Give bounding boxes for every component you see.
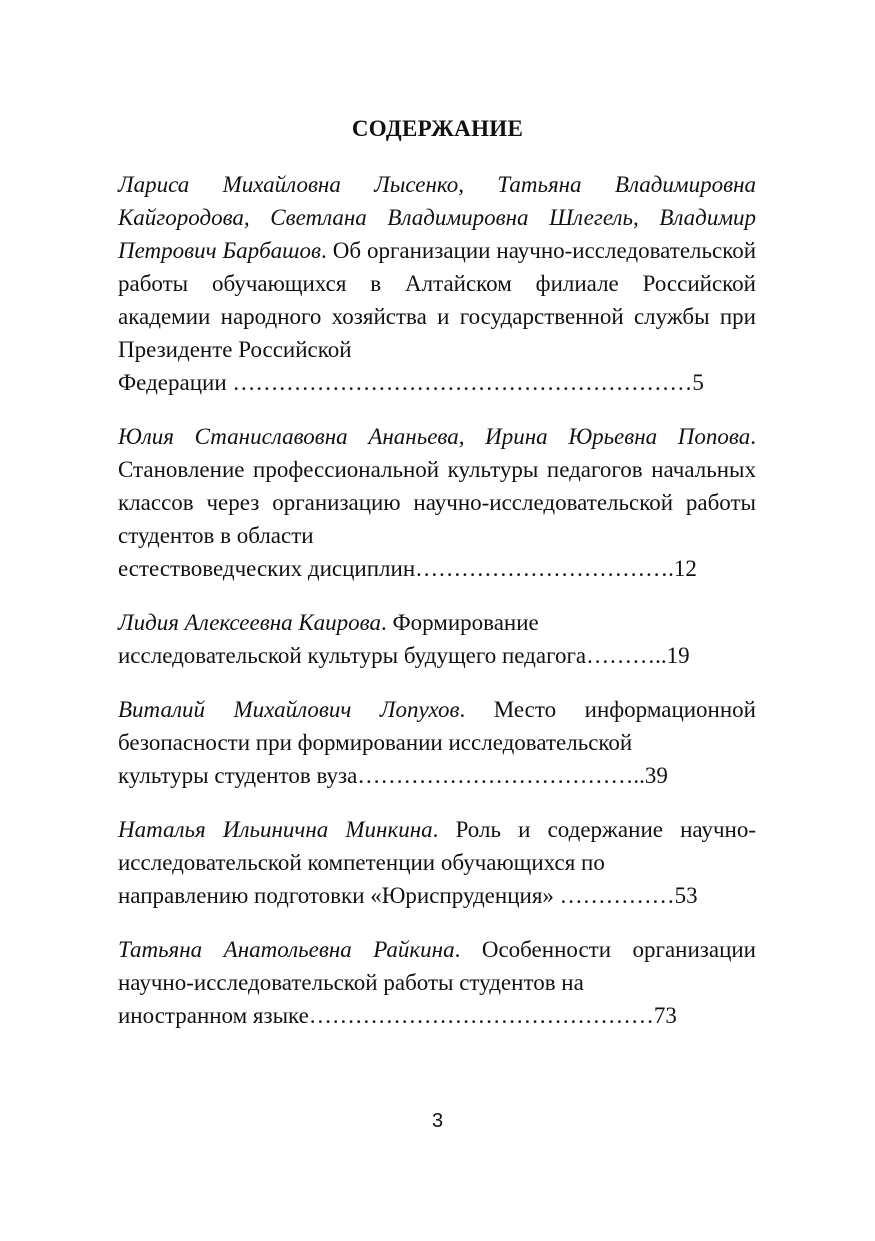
toc-entry: Лариса Михайловна Лысенко, Татьяна Владимировна Кайгородова, Светлана Владимировна Шлегель, Владимир Петрович Барбашов. Об организации научно-исследовательской работы обучающихся в Алтайском филиале Российской академии народного хозяйства и государственной службы при Президенте Российской Федерации ……………………………………………………5 xyxy=(118,168,756,399)
table-of-contents xyxy=(118,168,756,1032)
page-title: СОДЕРЖАНИЕ xyxy=(351,116,524,141)
page-number: 3 xyxy=(431,1110,444,1132)
entry-authors: Лариса Михайловна Лысенко, Татьяна Владимировна Кайгородова, Светлана Владимировна Шлегель, Владимир Петрович Барбашов xyxy=(118,172,756,263)
entry-title: Становление профессиональной культуры педагогов начальных классов через организацию научно-исследовательской работы студентов в области xyxy=(118,457,756,548)
entry-authors: Юлия Станиславовна Ананьева, Ирина Юрьевна Попова xyxy=(118,424,751,449)
toc-entry: Татьяна Анатольевна Райкина. Особенности организации научно-исследовательской работы студентов на иностранном языке………………………………………73 xyxy=(118,933,756,1032)
entry-page-line: исследовательской культуры будущего педагога………..19 xyxy=(118,643,690,668)
entry-authors: Наталья Ильинична Минкина xyxy=(118,817,433,842)
entry-authors: Татьяна Анатольевна Райкина xyxy=(118,937,455,962)
entry-title: Особенности организации научно-исследовательской работы студентов на xyxy=(118,937,756,995)
entry-authors: Виталий Михайлович Лопухов xyxy=(118,697,460,722)
entry-page-line: естествоведческих дисциплин…………………………….12 xyxy=(118,556,697,581)
entry-page-line: направлению подготовки «Юриспруденция» ……………53 xyxy=(118,883,698,908)
entry-page-line: Федерации ……………………………………………………5 xyxy=(118,370,704,395)
entry-title: Место информационной безопасности при формировании исследовательской xyxy=(118,697,756,755)
toc-entry: Лидия Алексеевна Каирова. Формирование исследовательской культуры будущего педагога………..19 xyxy=(118,606,756,672)
entry-title: Об организации научно-исследовательской работы обучающихся в Алтайском филиале Российской академии народного хозяйства и государственной службы при Президенте Российской xyxy=(118,238,757,362)
entry-title: Роль и содержание научно-исследовательской компетенции обучающихся по xyxy=(118,817,757,875)
entry-page-line: культуры студентов вуза………………………………..39 xyxy=(118,763,668,788)
toc-entry: Юлия Станиславовна Ананьева, Ирина Юрьевна Попова. Становление профессиональной культуры педагогов начальных классов через организацию научно-исследовательской работы студентов в области естествоведческих дисциплин…………………………….12 xyxy=(118,420,756,585)
toc-entry: Виталий Михайлович Лопухов. Место информационной безопасности при формировании исследовательской культуры студентов вуза………………………………..39 xyxy=(118,693,756,792)
toc-entry: Наталья Ильинична Минкина. Роль и содержание научно-исследовательской компетенции обучающихся по направлению подготовки «Юриспруденция» ……………53 xyxy=(118,813,756,912)
entry-page-line: иностранном языке………………………………………73 xyxy=(118,1003,677,1028)
entry-authors: Лидия Алексеевна Каирова xyxy=(118,610,381,635)
entry-title: Формирование xyxy=(392,610,539,635)
